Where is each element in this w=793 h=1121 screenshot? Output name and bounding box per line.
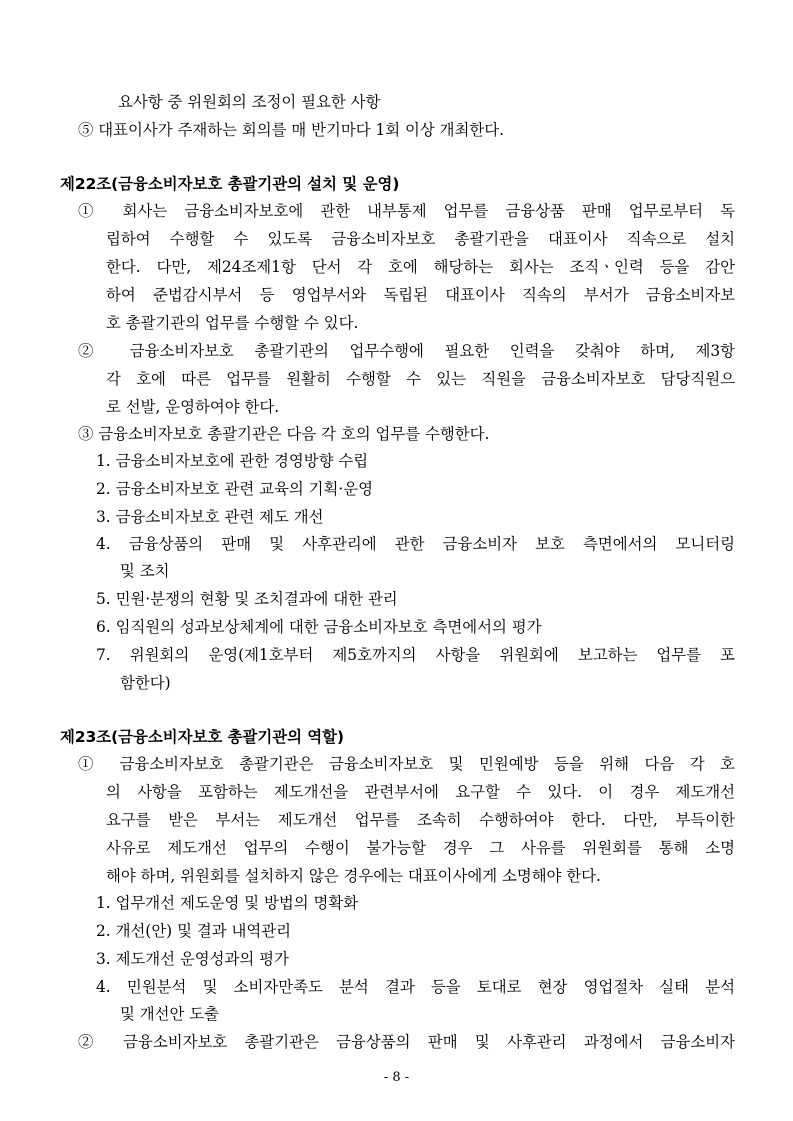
text-line: ① 금융소비자보호 총괄기관은 금융소비자보호 및 민원예방 등을 위해 다음 각 호 xyxy=(78,755,735,773)
list-item: 4. 민원분석 및 소비자만족도 분석 결과 등을 토대로 현장 영업절차 실태 분석 xyxy=(96,978,735,996)
list-item: 5. 민원·분쟁의 현황 및 조치결과에 대한 관리 xyxy=(96,590,398,608)
list-item: 2. 금융소비자보호 관련 교육의 기획·운영 xyxy=(96,480,374,498)
text-line: 해야 하며, 위원회를 설치하지 않은 경우에는 대표이사에게 소명해야 한다. xyxy=(106,867,601,885)
list-item: 7. 위원회의 운영(제1호부터 제5호까지의 사항을 위원회에 보고하는 업무를 포 xyxy=(96,646,735,664)
list-item-continuation: 및 개선안 도출 xyxy=(120,1005,219,1023)
text-line: 하여 준법감시부서 등 영업부서와 독립된 대표이사 직속의 부서가 금융소비자보 xyxy=(106,286,735,304)
text-line: 한다. 다만, 제24조제1항 단서 각 호에 해당하는 회사는 조직ㆍ인력 등을 감안 xyxy=(106,258,735,276)
text-line: ⑤ 대표이사가 주재하는 회의를 매 반기마다 1회 이상 개최한다. xyxy=(78,121,505,139)
text-line: ① 회사는 금융소비자보호에 관한 내부통제 업무를 금융상품 판매 업무로부터 독 xyxy=(78,202,735,220)
text-line: 요구를 받은 부서는 제도개선 업무를 조속히 수행하여야 한다. 다만, 부득이한 xyxy=(106,811,735,829)
text-line: ② 금융소비자보호 총괄기관은 금융상품의 판매 및 사후관리 과정에서 금융소비자 xyxy=(78,1033,735,1051)
text-line: 의 사항을 포함하는 제도개선을 관련부서에 요구할 수 있다. 이 경우 제도개선 xyxy=(106,783,735,801)
text-line: ② 금융소비자보호 총괄기관의 업무수행에 필요한 인력을 갖춰야 하며, 제3항 xyxy=(78,342,735,360)
text-line: 립하여 수행할 수 있도록 금융소비자보호 총괄기관을 대표이사 직속으로 설치 xyxy=(106,230,735,248)
list-item: 3. 제도개선 운영성과의 평가 xyxy=(96,950,289,968)
text-line: 호 총괄기관의 업무를 수행할 수 있다. xyxy=(106,314,359,332)
text-line: 로 선발, 운영하여야 한다. xyxy=(106,398,280,416)
list-item: 1. 업무개선 제도운영 및 방법의 명확화 xyxy=(96,894,359,912)
text-line: ③ 금융소비자보호 총괄기관은 다음 각 호의 업무를 수행한다. xyxy=(78,425,490,443)
list-item-continuation: 함한다) xyxy=(120,674,171,692)
list-item-continuation: 및 조치 xyxy=(120,562,170,580)
article-23-heading: 제23조(금융소비자보호 총괄기관의 역할) xyxy=(60,728,345,746)
list-item: 6. 임직원의 성과보상체계에 대한 금융소비자보호 측면에서의 평가 xyxy=(96,618,542,636)
text-line: 사유로 제도개선 업무의 수행이 불가능할 경우 그 사유를 위원회를 통해 소명 xyxy=(106,839,735,857)
page-number: - 8 - xyxy=(383,1070,410,1085)
text-line: 각 호에 따른 업무를 원활히 수행할 수 있는 직원을 금융소비자보호 담당직원으 xyxy=(106,370,735,388)
article-22-heading: 제22조(금융소비자보호 총괄기관의 설치 및 운영) xyxy=(60,175,400,193)
list-item: 3. 금융소비자보호 관련 제도 개선 xyxy=(96,508,324,526)
list-item: 2. 개선(안) 및 결과 내역관리 xyxy=(96,922,291,940)
text-line: 요사항 중 위원회의 조정이 필요한 사항 xyxy=(118,93,381,111)
list-item: 4. 금융상품의 판매 및 사후관리에 관한 금융소비자 보호 측면에서의 모니터링 xyxy=(96,535,735,553)
list-item: 1. 금융소비자보호에 관한 경영방향 수립 xyxy=(96,452,369,470)
